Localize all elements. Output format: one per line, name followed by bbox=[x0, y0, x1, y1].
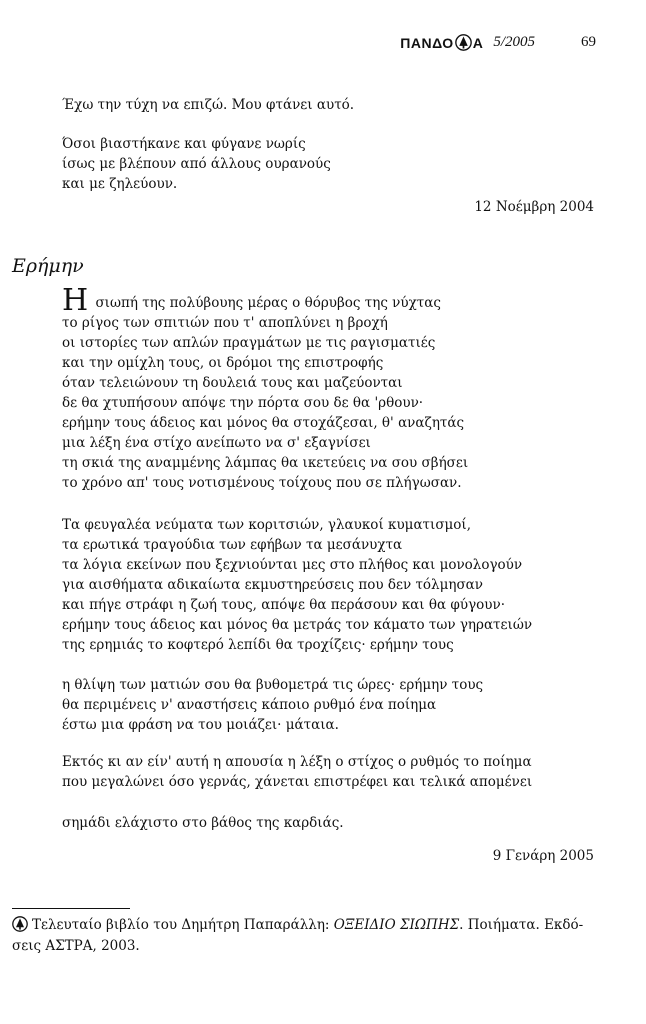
footnote-text-before: Τελευταίο βιβλίο του Δημήτρη Παπαράλλη: bbox=[32, 917, 334, 933]
top-poem-line-block bbox=[62, 95, 596, 115]
drop-cap: Η bbox=[62, 283, 89, 318]
footnote-book-title: ΟΞΕΙΔΙΟ ΣΙΩΠΗΣ bbox=[333, 917, 460, 933]
poem-line: ερήμην τους άδειος και μόνος θα στοχάζεσαι, θ' αναζητάς bbox=[62, 415, 465, 431]
top-poem-date: 12 Νοέμβρη 2004 bbox=[474, 199, 594, 215]
poem-line: για αισθήματα αδικαίωτα εκμυστηρεύσεις που δεν τόλμησαν bbox=[62, 577, 483, 593]
footnote bbox=[12, 915, 596, 957]
poem-line: θα περιμένεις ν' αναστήσεις κάποιο ρυθμό ένα ποίημα bbox=[62, 697, 437, 713]
poem-line: Εκτός κι αν είν' αυτή η απουσία η λέξη ο στίχος ο ρυθμός το ποίημα bbox=[62, 754, 532, 770]
poem-line: και πήγε στράφι η ζωή τους, απόψε θα περάσουν και θα φύγουν· bbox=[62, 597, 505, 613]
poem-line: δε θα χτυπήσουν απόψε την πόρτα σου δε θα 'ρθουν· bbox=[62, 395, 424, 411]
top-poem-stanza bbox=[62, 134, 596, 194]
poem-stanza-5 bbox=[62, 813, 596, 833]
poem-line: Έχω την τύχη να επιζώ. Μου φτάνει αυτό. bbox=[62, 97, 355, 113]
page-number: 69 bbox=[581, 34, 596, 50]
poem-line: όταν τελειώνουν τη δουλειά τους και μαζεύονται bbox=[62, 375, 403, 391]
poem-line: μια λέξη ένα στίχο ανείπωτο να σ' εξαγνίσει bbox=[62, 435, 371, 451]
poem-line: σημάδι ελάχιστο στο βάθος της καρδιάς. bbox=[62, 815, 344, 831]
footnote-text-after: . Ποιήματα. Εκδό- bbox=[459, 917, 584, 933]
poem-line: και με ζηλεύουν. bbox=[62, 176, 178, 192]
poem-line: και την ομίχλη τους, οι δρόμοι της επιστροφής bbox=[62, 355, 384, 371]
poem-line: Τα φευγαλέα νεύματα των κοριτσιών, γλαυκοί κυματισμοί, bbox=[62, 517, 472, 533]
poem-line: τα λόγια εκείνων που ξεχνιούνται μες στο πλήθος και μονολογούν bbox=[62, 557, 523, 573]
poem-line bbox=[62, 283, 596, 318]
poem-line: Όσοι βιαστήκανε και φύγανε νωρίς bbox=[62, 136, 306, 152]
first-line-text: σιωπή της πολύβουης μέρας ο θόρυβος της νύχτας bbox=[91, 295, 441, 311]
poem-line: που μεγαλώνει όσο γερνάς, χάνεται επιστρέφει και τελικά απομένει bbox=[62, 774, 533, 790]
poem-line: έστω μια φράση να του μοιάζει· μάταια. bbox=[62, 717, 339, 733]
footnote-divider bbox=[12, 908, 130, 909]
poem-stanza-4 bbox=[62, 752, 596, 792]
poem-line: της ερημιάς το κοφτερό λεπίδι θα τροχίζεις· ερήμην τους bbox=[62, 637, 454, 653]
poem-line: ερήμην τους άδειος και μόνος θα μετράς τον κάματο των γηρατειών bbox=[62, 617, 533, 633]
poem-line: το χρόνο απ' τους νοτισμένους τοίχους που σε πλήγωσαν. bbox=[62, 475, 462, 491]
poem-line: οι ιστορίες των απλών πραγμάτων με τις ραγισματιές bbox=[62, 335, 436, 351]
issue-number: 5/2005 bbox=[493, 34, 535, 50]
pandora-logo-icon bbox=[12, 916, 28, 932]
pandora-logo-icon bbox=[455, 34, 472, 51]
poem-stanza-3 bbox=[62, 675, 596, 735]
poem-stanza-2 bbox=[62, 515, 596, 655]
poem-line: τα ερωτικά τραγούδια των εφήβων τα μεσάνυχτα bbox=[62, 537, 403, 553]
poem-title: Ερήμην bbox=[12, 255, 84, 277]
journal-name bbox=[400, 34, 483, 51]
poem-line: τη σκιά της αναμμένης λάμπας θα ικετεύεις να σου σβήσει bbox=[62, 455, 469, 471]
poem-line: ίσως με βλέπουν από άλλους ουρανούς bbox=[62, 156, 331, 172]
page-header bbox=[400, 34, 596, 51]
footnote-line-2: σεις ΑΣΤΡΑ, 2003. bbox=[12, 938, 140, 954]
poem-line: η θλίψη των ματιών σου θα βυθομετρά τις ώρες· ερήμην τους bbox=[62, 677, 484, 693]
poem-stanza-1 bbox=[62, 283, 596, 493]
poem-line: το ρίγος των σπιτιών που τ' αποπλύνει η βροχή bbox=[62, 315, 388, 331]
poem-date: 9 Γενάρη 2005 bbox=[492, 848, 594, 864]
journal-name-right: Α bbox=[472, 34, 484, 51]
journal-name-left: ΠΑΝΔΟ bbox=[400, 34, 454, 51]
